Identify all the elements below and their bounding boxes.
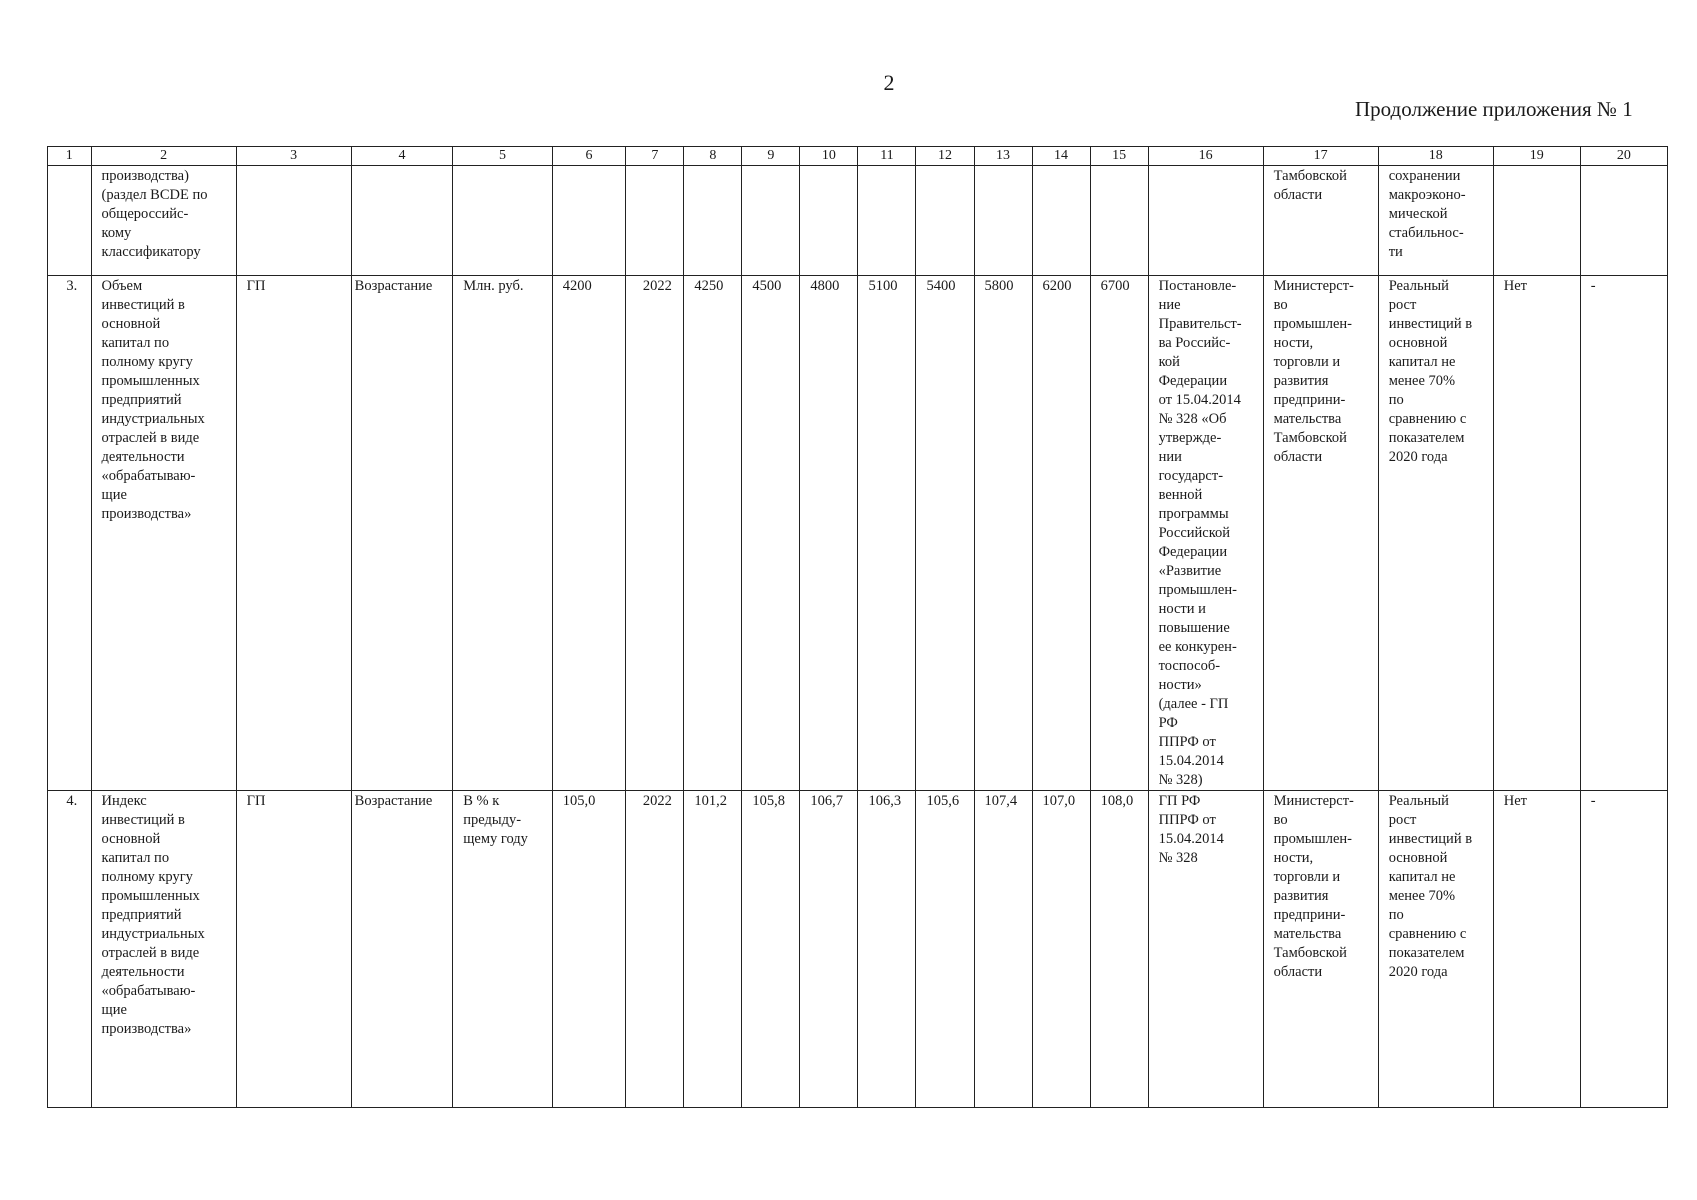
base-value: 4200: [552, 276, 626, 791]
unit: Млн. руб.: [453, 276, 553, 791]
row-index: [48, 166, 92, 276]
base-value: 105,0: [552, 791, 626, 1108]
table-row: [48, 791, 1668, 1108]
indicator-name: Объем инвестиций в основной капитал по полному кругу промышленных предприятий индустриальных отраслей в виде деятельности «обрабатываю- щие производства»: [91, 276, 236, 791]
target-value: 105,6: [916, 791, 974, 1108]
column-number-row: [48, 147, 1668, 166]
target-value: 6200: [1032, 276, 1090, 791]
page-number: 2: [883, 70, 895, 95]
column-number: 13: [974, 147, 1032, 166]
program-type: ГП: [236, 276, 351, 791]
table-cell: [858, 166, 916, 276]
target-value: 107,4: [974, 791, 1032, 1108]
table-cell: [552, 166, 626, 276]
table-cell: [684, 166, 742, 276]
target-value: 5100: [858, 276, 916, 791]
target-value: 5800: [974, 276, 1032, 791]
expected-result: Реальный рост инвестиций в основной капитал не менее 70% по сравнению с показателем 2020 года: [1378, 791, 1493, 1108]
table-cell: -: [1580, 791, 1667, 1108]
column-number: 2: [91, 147, 236, 166]
table-cell: [626, 166, 684, 276]
table-cell: [453, 166, 553, 276]
table-row: [48, 166, 1668, 276]
target-value: 4500: [742, 276, 800, 791]
target-value: 5400: [916, 276, 974, 791]
column-number: 4: [351, 147, 453, 166]
table-cell: -: [1580, 276, 1667, 791]
target-value: 4800: [800, 276, 858, 791]
expected-result: Реальный рост инвестиций в основной капитал не менее 70% по сравнению с показателем 2020 года: [1378, 276, 1493, 791]
base-year: 2022: [626, 276, 684, 791]
indicators-table: [47, 146, 1668, 1108]
column-number: 20: [1580, 147, 1667, 166]
legal-basis: Постановле- ние Правительст- ва Российс- кой Федерации от 15.04.2014 № 328 «Об утвержде- нии государст- венной программы Российской Федерации «Развитие промышлен- ности и повышение ее конкурен- тоспособ- ности» (далее - ГП РФ ППРФ от 15.04.2014 № 328): [1148, 276, 1263, 791]
trend: Возрастание: [351, 276, 453, 791]
target-value: 108,0: [1090, 791, 1148, 1108]
table-cell: [974, 166, 1032, 276]
table-cell: [1032, 166, 1090, 276]
target-value: 106,3: [858, 791, 916, 1108]
table-cell: Тамбовской области: [1263, 166, 1378, 276]
column-number: 17: [1263, 147, 1378, 166]
column-number: 18: [1378, 147, 1493, 166]
responsible-body: Министерст- во промышлен- ности, торговли и развития предприни- мательства Тамбовской области: [1263, 276, 1378, 791]
target-value: 6700: [1090, 276, 1148, 791]
target-value: 106,7: [800, 791, 858, 1108]
responsible-body: Министерст- во промышлен- ности, торговли и развития предприни- мательства Тамбовской области: [1263, 791, 1378, 1108]
column-number: 8: [684, 147, 742, 166]
program-type: ГП: [236, 791, 351, 1108]
column-number: 7: [626, 147, 684, 166]
appendix-title: Продолжение приложения № 1: [1355, 97, 1633, 121]
column-number: 1: [48, 147, 92, 166]
unit: В % к предыду- щему году: [453, 791, 553, 1108]
row-index: 4.: [48, 791, 92, 1108]
table-cell: [1090, 166, 1148, 276]
table-cell: сохранении макроэконо- мической стабильнос- ти: [1378, 166, 1493, 276]
table-cell: [800, 166, 858, 276]
column-number: 19: [1493, 147, 1580, 166]
column-number: 6: [552, 147, 626, 166]
table-cell: [351, 166, 453, 276]
table-cell: [1148, 166, 1263, 276]
column-number: 3: [236, 147, 351, 166]
target-value: 101,2: [684, 791, 742, 1108]
target-value: 107,0: [1032, 791, 1090, 1108]
legal-basis: ГП РФ ППРФ от 15.04.2014 № 328: [1148, 791, 1263, 1108]
target-value: 105,8: [742, 791, 800, 1108]
table-cell: [916, 166, 974, 276]
column-number: 9: [742, 147, 800, 166]
target-value: 4250: [684, 276, 742, 791]
indicator-name: производства) (раздел BCDE по общероссийс- кому классификатору: [91, 166, 236, 276]
table-cell: [742, 166, 800, 276]
table-cell: Нет: [1493, 791, 1580, 1108]
column-number: 15: [1090, 147, 1148, 166]
table-cell: Нет: [1493, 276, 1580, 791]
row-index: 3.: [48, 276, 92, 791]
table-row: [48, 276, 1668, 791]
column-number: 10: [800, 147, 858, 166]
trend: Возрастание: [351, 791, 453, 1108]
column-number: 16: [1148, 147, 1263, 166]
table-cell: [236, 166, 351, 276]
table-cell: [1493, 166, 1580, 276]
base-year: 2022: [626, 791, 684, 1108]
column-number: 5: [453, 147, 553, 166]
column-number: 14: [1032, 147, 1090, 166]
column-number: 11: [858, 147, 916, 166]
table-cell: [1580, 166, 1667, 276]
column-number: 12: [916, 147, 974, 166]
indicator-name: Индекс инвестиций в основной капитал по полному кругу промышленных предприятий индустриальных отраслей в виде деятельности «обрабатываю- щие производства»: [91, 791, 236, 1108]
